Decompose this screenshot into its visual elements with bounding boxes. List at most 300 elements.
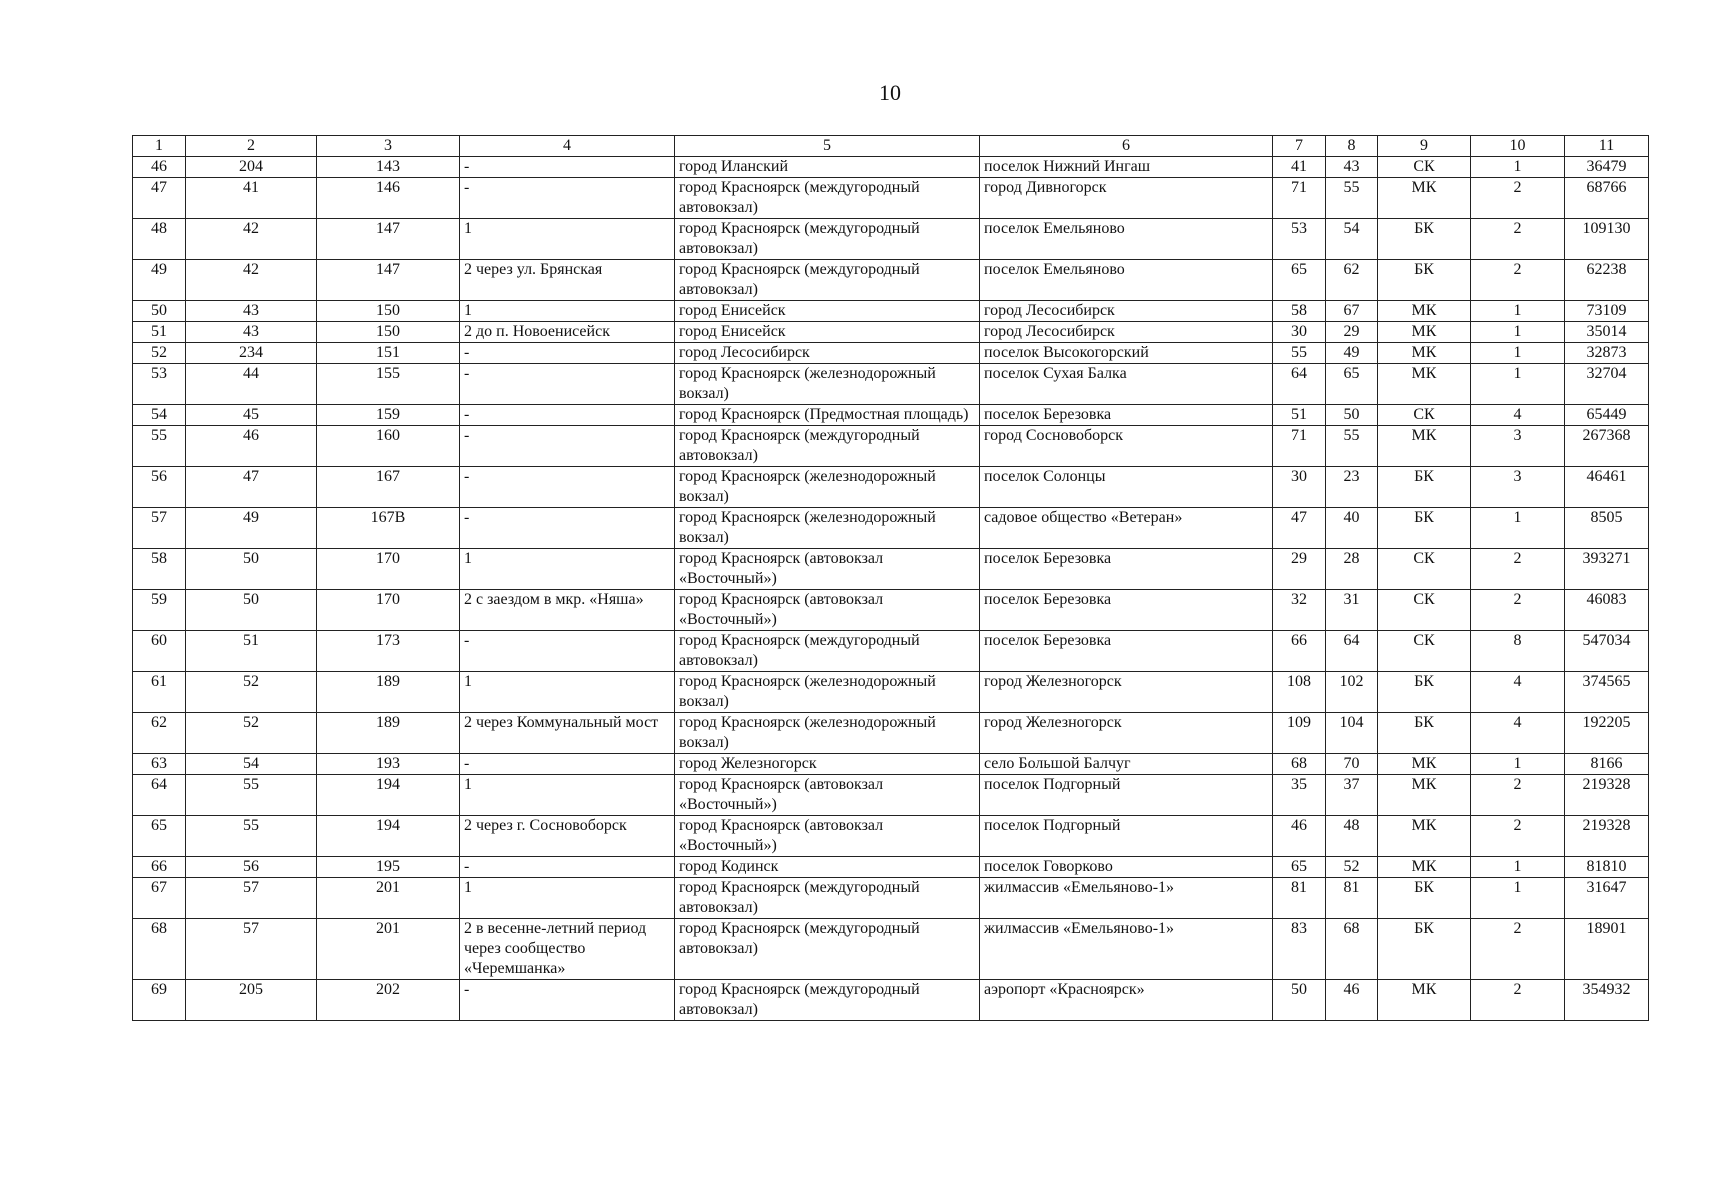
table-cell: 35014 (1565, 322, 1649, 343)
table-cell: 32873 (1565, 343, 1649, 364)
table-cell: город Красноярск (Предмостная площадь) (675, 405, 980, 426)
table-cell: 69 (133, 980, 186, 1021)
table-cell: - (460, 426, 675, 467)
table-cell: 43 (1326, 157, 1378, 178)
table-cell: 109130 (1565, 219, 1649, 260)
table-cell: 67 (1326, 301, 1378, 322)
table-cell: жилмассив «Емельяново-1» (980, 919, 1273, 980)
table-cell: 55 (133, 426, 186, 467)
table-cell: 56 (186, 857, 317, 878)
table-cell: МК (1378, 301, 1471, 322)
table-cell: 41 (1273, 157, 1326, 178)
table-cell: 2 (1471, 219, 1565, 260)
table-cell: 151 (317, 343, 460, 364)
table-cell: СК (1378, 631, 1471, 672)
table-cell: 62 (1326, 260, 1378, 301)
table-row (133, 343, 1649, 364)
table-cell: поселок Емельяново (980, 219, 1273, 260)
table-row (133, 919, 1649, 980)
table-cell: 31 (1326, 590, 1378, 631)
table-cell: 51 (1273, 405, 1326, 426)
table-cell: жилмассив «Емельяново-1» (980, 878, 1273, 919)
table-cell: 1 (460, 672, 675, 713)
table-cell: 71 (1273, 178, 1326, 219)
table-cell: 1 (460, 775, 675, 816)
table-cell: 23 (1326, 467, 1378, 508)
table-cell: поселок Сухая Балка (980, 364, 1273, 405)
table-cell: 1 (1471, 157, 1565, 178)
table-cell: город Красноярск (железнодорожный вокзал) (675, 364, 980, 405)
table-cell: аэропорт «Красноярск» (980, 980, 1273, 1021)
column-header: 10 (1471, 136, 1565, 157)
table-cell: 167В (317, 508, 460, 549)
table-cell: БК (1378, 919, 1471, 980)
table-cell: 167 (317, 467, 460, 508)
table-cell: 1 (1471, 754, 1565, 775)
table-cell: 32704 (1565, 364, 1649, 405)
table-row (133, 467, 1649, 508)
table-cell: 52 (186, 713, 317, 754)
table-cell: город Красноярск (междугородный автовокзал) (675, 878, 980, 919)
column-header: 3 (317, 136, 460, 157)
table-cell: город Красноярск (железнодорожный вокзал) (675, 672, 980, 713)
table-cell: город Красноярск (автовокзал «Восточный») (675, 549, 980, 590)
table-cell: БК (1378, 219, 1471, 260)
table-cell: город Железногорск (980, 713, 1273, 754)
table-cell: 68 (1326, 919, 1378, 980)
routes-table (132, 135, 1649, 1021)
table-cell: 2 через Коммунальный мост (460, 713, 675, 754)
table-cell: 8505 (1565, 508, 1649, 549)
table-cell: поселок Солонцы (980, 467, 1273, 508)
table-cell: - (460, 364, 675, 405)
table-cell: 1 (1471, 364, 1565, 405)
table-cell: БК (1378, 508, 1471, 549)
table-cell: 61 (133, 672, 186, 713)
table-cell: 2 (1471, 590, 1565, 631)
table-cell: 192205 (1565, 713, 1649, 754)
table-cell: село Большой Балчуг (980, 754, 1273, 775)
table-cell: 50 (186, 590, 317, 631)
column-header: 6 (980, 136, 1273, 157)
table-cell: 36479 (1565, 157, 1649, 178)
table-cell: 102 (1326, 672, 1378, 713)
table-cell: поселок Березовка (980, 405, 1273, 426)
table-cell: город Сосновоборск (980, 426, 1273, 467)
table-cell: 55 (186, 775, 317, 816)
table-cell: 267368 (1565, 426, 1649, 467)
table-cell: 71 (1273, 426, 1326, 467)
table-cell: 66 (1273, 631, 1326, 672)
table-cell: 109 (1273, 713, 1326, 754)
table-cell: 29 (1273, 549, 1326, 590)
table-cell: 193 (317, 754, 460, 775)
table-cell: 29 (1326, 322, 1378, 343)
table-cell: 57 (133, 508, 186, 549)
table-row (133, 590, 1649, 631)
table-cell: 57 (186, 878, 317, 919)
table-cell: город Красноярск (железнодорожный вокзал) (675, 467, 980, 508)
table-cell: 47 (186, 467, 317, 508)
table-cell: 65 (1273, 260, 1326, 301)
table-cell: 47 (133, 178, 186, 219)
table-cell: 219328 (1565, 816, 1649, 857)
table-row (133, 301, 1649, 322)
table-cell: 1 (1471, 878, 1565, 919)
table-cell: поселок Емельяново (980, 260, 1273, 301)
table-cell: город Красноярск (междугородный автовокзал) (675, 260, 980, 301)
table-cell: город Енисейск (675, 301, 980, 322)
table-cell: 46461 (1565, 467, 1649, 508)
column-header: 8 (1326, 136, 1378, 157)
table-cell: 49 (1326, 343, 1378, 364)
table-cell: 4 (1471, 713, 1565, 754)
table-row (133, 364, 1649, 405)
table-cell: 55 (1273, 343, 1326, 364)
table-cell: город Железногорск (980, 672, 1273, 713)
table-row (133, 816, 1649, 857)
table-row (133, 672, 1649, 713)
table-body (133, 157, 1649, 1021)
table-cell: 2 (1471, 178, 1565, 219)
table-cell: 70 (1326, 754, 1378, 775)
table-cell: 54 (186, 754, 317, 775)
table-cell: 3 (1471, 426, 1565, 467)
table-cell: 354932 (1565, 980, 1649, 1021)
table-row (133, 980, 1649, 1021)
table-cell: 81 (1273, 878, 1326, 919)
table-cell: 155 (317, 364, 460, 405)
table-cell: 2 с заездом в мкр. «Няша» (460, 590, 675, 631)
table-cell: 65 (133, 816, 186, 857)
column-header: 5 (675, 136, 980, 157)
table-cell: 189 (317, 713, 460, 754)
table-cell: 2 (1471, 919, 1565, 980)
table-cell: 170 (317, 549, 460, 590)
table-cell: 49 (186, 508, 317, 549)
table-cell: город Красноярск (междугородный автовокзал) (675, 426, 980, 467)
table-cell: 48 (133, 219, 186, 260)
table-cell: 374565 (1565, 672, 1649, 713)
table-cell: 1 (1471, 857, 1565, 878)
table-cell: 2 (1471, 549, 1565, 590)
table-cell: 83 (1273, 919, 1326, 980)
table-cell: 62238 (1565, 260, 1649, 301)
table-row (133, 219, 1649, 260)
table-cell: 28 (1326, 549, 1378, 590)
table-cell: - (460, 405, 675, 426)
table-cell: 44 (186, 364, 317, 405)
table-cell: СК (1378, 405, 1471, 426)
table-cell: 147 (317, 219, 460, 260)
table-cell: 65 (1273, 857, 1326, 878)
table-row (133, 631, 1649, 672)
table-row (133, 549, 1649, 590)
table-cell: 194 (317, 775, 460, 816)
table-cell: 173 (317, 631, 460, 672)
table-cell: 60 (133, 631, 186, 672)
table-cell: 160 (317, 426, 460, 467)
table-cell: 104 (1326, 713, 1378, 754)
table-cell: МК (1378, 816, 1471, 857)
table-cell: 2 (1471, 980, 1565, 1021)
table-row (133, 857, 1649, 878)
table-cell: - (460, 857, 675, 878)
table-cell: 37 (1326, 775, 1378, 816)
table-cell: 52 (133, 343, 186, 364)
table-cell: 51 (133, 322, 186, 343)
table-cell: 1 (1471, 301, 1565, 322)
table-cell: 108 (1273, 672, 1326, 713)
table-cell: 50 (186, 549, 317, 590)
table-cell: 63 (133, 754, 186, 775)
table-cell: 81810 (1565, 857, 1649, 878)
table-cell: поселок Березовка (980, 549, 1273, 590)
table-cell: 46 (1273, 816, 1326, 857)
table-cell: 54 (1326, 219, 1378, 260)
table-cell: город Лесосибирск (980, 301, 1273, 322)
table-cell: город Лесосибирск (675, 343, 980, 364)
table-row (133, 426, 1649, 467)
table-cell: поселок Нижний Ингаш (980, 157, 1273, 178)
column-header: 1 (133, 136, 186, 157)
table-cell: 2 через ул. Брянская (460, 260, 675, 301)
table-row (133, 754, 1649, 775)
table-cell: город Красноярск (междугородный автовокзал) (675, 980, 980, 1021)
table-cell: 201 (317, 919, 460, 980)
table-cell: МК (1378, 178, 1471, 219)
table-cell: 146 (317, 178, 460, 219)
table-cell: 40 (1326, 508, 1378, 549)
table-cell: БК (1378, 467, 1471, 508)
table-row (133, 260, 1649, 301)
table-cell: 68766 (1565, 178, 1649, 219)
table-cell: 150 (317, 301, 460, 322)
table-cell: 50 (133, 301, 186, 322)
table-cell: 53 (133, 364, 186, 405)
table-cell: МК (1378, 322, 1471, 343)
table-cell: 4 (1471, 672, 1565, 713)
table-cell: 147 (317, 260, 460, 301)
table-cell: 41 (186, 178, 317, 219)
table-cell: 159 (317, 405, 460, 426)
table-cell: 547034 (1565, 631, 1649, 672)
table-cell: 43 (186, 322, 317, 343)
table-cell: садовое общество «Ветеран» (980, 508, 1273, 549)
table-cell: 81 (1326, 878, 1378, 919)
table-row (133, 878, 1649, 919)
table-cell: 56 (133, 467, 186, 508)
table-cell: 30 (1273, 322, 1326, 343)
table-cell: 43 (186, 301, 317, 322)
table-cell: 1 (460, 301, 675, 322)
table-header (133, 136, 1649, 157)
table-cell: БК (1378, 713, 1471, 754)
table-cell: 58 (133, 549, 186, 590)
table-cell: 143 (317, 157, 460, 178)
table-cell: город Красноярск (железнодорожный вокзал) (675, 508, 980, 549)
table-cell: 3 (1471, 467, 1565, 508)
table-cell: 1 (460, 219, 675, 260)
table-cell: 2 (1471, 775, 1565, 816)
table-cell: 64 (1273, 364, 1326, 405)
table-cell: поселок Подгорный (980, 775, 1273, 816)
table-cell: 170 (317, 590, 460, 631)
table-cell: город Иланский (675, 157, 980, 178)
table-cell: 62 (133, 713, 186, 754)
table-cell: 393271 (1565, 549, 1649, 590)
table-cell: 234 (186, 343, 317, 364)
table-cell: 46 (1326, 980, 1378, 1021)
table-cell: 18901 (1565, 919, 1649, 980)
table-cell: 55 (186, 816, 317, 857)
table-cell: город Красноярск (автовокзал «Восточный») (675, 816, 980, 857)
table-row (133, 322, 1649, 343)
table-cell: 2 до п. Новоенисейск (460, 322, 675, 343)
table-cell: город Красноярск (автовокзал «Восточный») (675, 590, 980, 631)
table-cell: 1 (1471, 508, 1565, 549)
table-cell: МК (1378, 980, 1471, 1021)
table-cell: 55 (1326, 178, 1378, 219)
table-cell: 35 (1273, 775, 1326, 816)
table-cell: 58 (1273, 301, 1326, 322)
table-cell: 42 (186, 219, 317, 260)
table-cell: 45 (186, 405, 317, 426)
table-cell: БК (1378, 878, 1471, 919)
table-cell: поселок Березовка (980, 590, 1273, 631)
page-number: 10 (879, 80, 901, 105)
table-cell: 68 (1273, 754, 1326, 775)
table-cell: 68 (133, 919, 186, 980)
table-cell: 64 (1326, 631, 1378, 672)
table-cell: 189 (317, 672, 460, 713)
column-header: 4 (460, 136, 675, 157)
table-row (133, 157, 1649, 178)
table-cell: БК (1378, 260, 1471, 301)
table-cell: МК (1378, 426, 1471, 467)
table-cell: 1 (1471, 322, 1565, 343)
table-cell: поселок Березовка (980, 631, 1273, 672)
table-cell: 31647 (1565, 878, 1649, 919)
table-cell: - (460, 980, 675, 1021)
table-cell: 8 (1471, 631, 1565, 672)
table-cell: 30 (1273, 467, 1326, 508)
table-cell: - (460, 343, 675, 364)
table-cell: 52 (1326, 857, 1378, 878)
table-cell: БК (1378, 672, 1471, 713)
table-cell: 66 (133, 857, 186, 878)
table-cell: город Красноярск (междугородный автовокзал) (675, 919, 980, 980)
table-cell: 46 (186, 426, 317, 467)
table-cell: - (460, 157, 675, 178)
table-cell: город Красноярск (междугородный автовокзал) (675, 219, 980, 260)
table-cell: СК (1378, 549, 1471, 590)
table-cell: 194 (317, 816, 460, 857)
table-cell: 52 (186, 672, 317, 713)
table-cell: город Красноярск (междугородный автовокзал) (675, 178, 980, 219)
column-header: 2 (186, 136, 317, 157)
table-cell: поселок Высокогорский (980, 343, 1273, 364)
table-cell: город Дивногорск (980, 178, 1273, 219)
table-cell: 205 (186, 980, 317, 1021)
table-cell: 2 в весенне-летний период через сообщество «Черемшанка» (460, 919, 675, 980)
table-row (133, 178, 1649, 219)
table-cell: 65 (1326, 364, 1378, 405)
table-cell: 201 (317, 878, 460, 919)
table-cell: 42 (186, 260, 317, 301)
table-cell: 57 (186, 919, 317, 980)
table-cell: 73109 (1565, 301, 1649, 322)
table-cell: 49 (133, 260, 186, 301)
table-cell: - (460, 508, 675, 549)
table-cell: город Железногорск (675, 754, 980, 775)
table-cell: 150 (317, 322, 460, 343)
table-cell: город Красноярск (автовокзал «Восточный») (675, 775, 980, 816)
table-cell: МК (1378, 857, 1471, 878)
table-cell: поселок Подгорный (980, 816, 1273, 857)
table-cell: 47 (1273, 508, 1326, 549)
table-cell: город Красноярск (железнодорожный вокзал) (675, 713, 980, 754)
table-cell: 55 (1326, 426, 1378, 467)
table-cell: город Кодинск (675, 857, 980, 878)
table-cell: 53 (1273, 219, 1326, 260)
table-cell: 2 через г. Сосновоборск (460, 816, 675, 857)
table-cell: 46083 (1565, 590, 1649, 631)
table-cell: СК (1378, 590, 1471, 631)
table-cell: 54 (133, 405, 186, 426)
table-cell: МК (1378, 364, 1471, 405)
table-cell: 219328 (1565, 775, 1649, 816)
table-cell: 32 (1273, 590, 1326, 631)
column-header: 9 (1378, 136, 1471, 157)
table-cell: 8166 (1565, 754, 1649, 775)
table-row (133, 775, 1649, 816)
column-header: 7 (1273, 136, 1326, 157)
table-cell: 50 (1326, 405, 1378, 426)
table-cell: - (460, 467, 675, 508)
table-cell: 1 (1471, 343, 1565, 364)
table-cell: МК (1378, 775, 1471, 816)
table-cell: 51 (186, 631, 317, 672)
table-cell: 2 (1471, 260, 1565, 301)
table-cell: 195 (317, 857, 460, 878)
table-row (133, 713, 1649, 754)
table-cell: - (460, 178, 675, 219)
table-cell: город Лесосибирск (980, 322, 1273, 343)
table-cell: 2 (1471, 816, 1565, 857)
table-cell: 65449 (1565, 405, 1649, 426)
table-cell: город Красноярск (междугородный автовокзал) (675, 631, 980, 672)
table-cell: - (460, 754, 675, 775)
table-cell: 48 (1326, 816, 1378, 857)
table-cell: - (460, 631, 675, 672)
table-cell: 1 (460, 878, 675, 919)
table-cell: СК (1378, 157, 1471, 178)
table-cell: 64 (133, 775, 186, 816)
column-header: 11 (1565, 136, 1649, 157)
table-cell: МК (1378, 343, 1471, 364)
table-cell: 1 (460, 549, 675, 590)
table-cell: 67 (133, 878, 186, 919)
table-row (133, 508, 1649, 549)
table-cell: 46 (133, 157, 186, 178)
table-cell: 204 (186, 157, 317, 178)
table-cell: город Енисейск (675, 322, 980, 343)
table-cell: 59 (133, 590, 186, 631)
table-row (133, 405, 1649, 426)
table-cell: поселок Говорково (980, 857, 1273, 878)
table-cell: 50 (1273, 980, 1326, 1021)
